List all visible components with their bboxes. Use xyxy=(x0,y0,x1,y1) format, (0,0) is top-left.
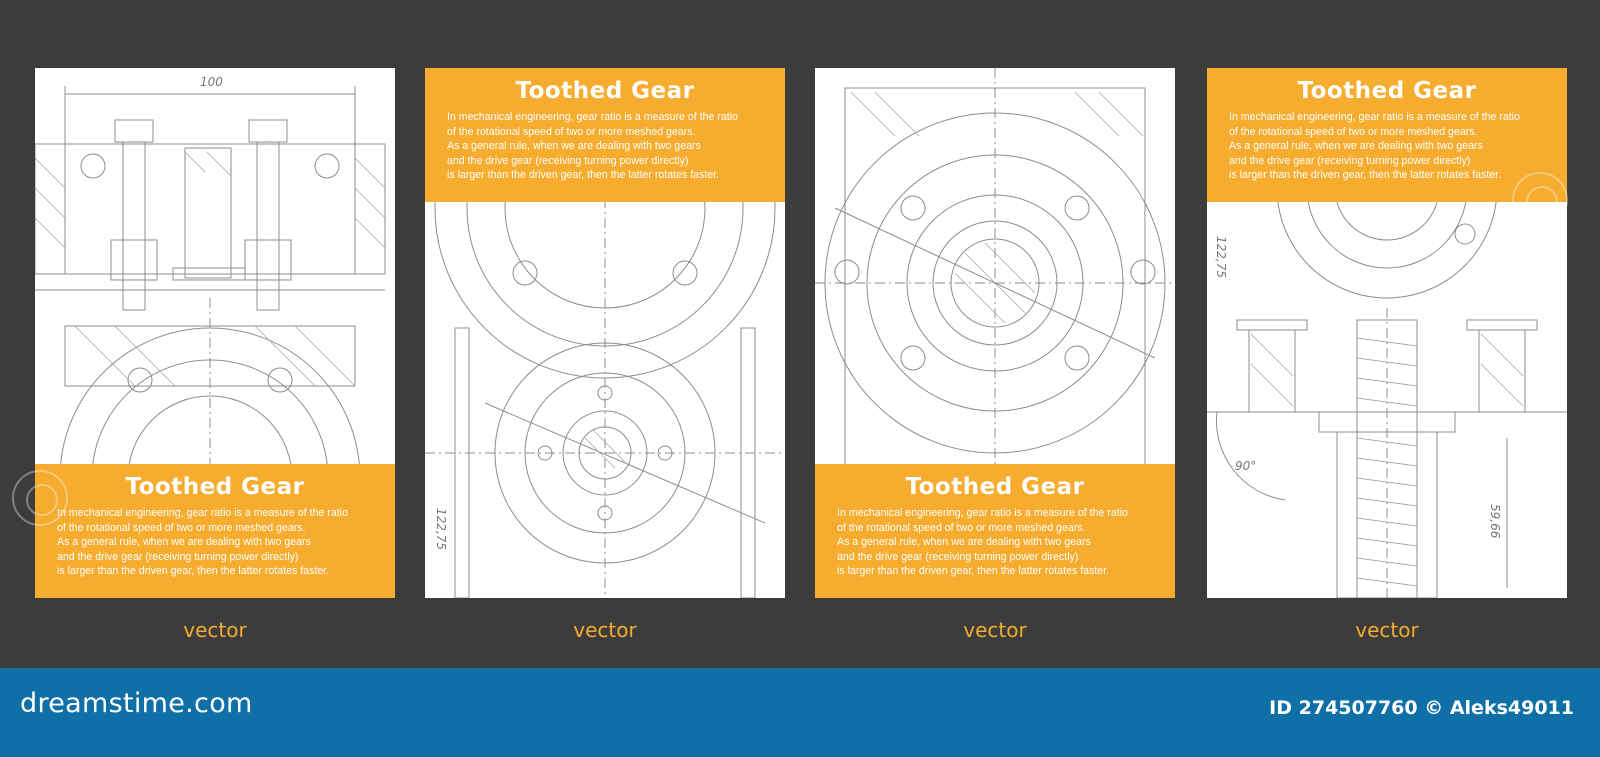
body-line: and the drive gear (receiving turning power directly) xyxy=(1229,154,1471,167)
banner-body xyxy=(1229,110,1545,183)
body-line: In mechanical engineering, gear ratio is a measure of the ratio xyxy=(447,111,738,123)
body-line: As a general rule, when we are dealing with two gears xyxy=(1229,140,1483,152)
body-line: is larger than the driven gear, then the latter rotates faster. xyxy=(1229,169,1502,181)
vector-caption: vector xyxy=(183,618,247,642)
info-banner xyxy=(815,464,1175,598)
vector-caption: vector xyxy=(573,618,637,642)
info-banner xyxy=(1207,68,1567,202)
body-line: of the rotational speed of two or more meshed gears. xyxy=(1229,125,1478,138)
info-banner xyxy=(35,464,395,598)
body-line: As a general rule, when we are dealing with two gears xyxy=(447,140,701,152)
watermark-logo xyxy=(1512,172,1568,228)
body-line: is larger than the driven gear, then the latter rotates faster. xyxy=(837,565,1110,577)
body-line: and the drive gear (receiving turning power directly) xyxy=(57,550,299,563)
watermark-logo xyxy=(12,470,68,526)
stock-footer xyxy=(0,668,1600,757)
body-line: In mechanical engineering, gear ratio is a measure of the ratio xyxy=(57,507,348,519)
banner-body xyxy=(837,506,1153,579)
vector-caption: vector xyxy=(1355,618,1419,642)
angle-label: 90° xyxy=(1235,459,1257,473)
body-line: of the rotational speed of two or more meshed gears. xyxy=(837,521,1086,534)
body-line: of the rotational speed of two or more meshed gears. xyxy=(57,521,306,534)
banner-title: Toothed Gear xyxy=(125,474,305,500)
poster-card-1 xyxy=(35,68,395,598)
poster-card-4 xyxy=(1207,68,1567,598)
body-line: and the drive gear (receiving turning power directly) xyxy=(447,154,689,167)
banner-title: Toothed Gear xyxy=(515,78,695,104)
poster-card-3 xyxy=(815,68,1175,598)
body-line: As a general rule, when we are dealing with two gears xyxy=(57,536,311,548)
image-id: ID 274507760 © Aleks49011 xyxy=(1269,697,1574,719)
dimension-label: 122,75 xyxy=(1214,236,1228,278)
body-line: is larger than the driven gear, then the latter rotates faster. xyxy=(447,169,720,181)
banner-body xyxy=(57,506,373,579)
vector-caption: vector xyxy=(963,618,1027,642)
banner-title: Toothed Gear xyxy=(1297,78,1477,104)
banner-body xyxy=(447,110,763,183)
info-banner xyxy=(425,68,785,202)
body-line: In mechanical engineering, gear ratio is a measure of the ratio xyxy=(1229,111,1520,123)
dimension-label-2: 59,66 xyxy=(1488,504,1502,539)
poster-card-2 xyxy=(425,68,785,598)
dimension-label: 122,75 xyxy=(434,508,448,550)
banner-title: Toothed Gear xyxy=(905,474,1085,500)
dimension-label: 100 xyxy=(200,75,223,89)
body-line: is larger than the driven gear, then the latter rotates faster. xyxy=(57,565,330,577)
brand-logo[interactable]: dreamstime.com xyxy=(20,688,253,719)
body-line: of the rotational speed of two or more meshed gears. xyxy=(447,125,696,138)
body-line: and the drive gear (receiving turning power directly) xyxy=(837,550,1079,563)
body-line: In mechanical engineering, gear ratio is a measure of the ratio xyxy=(837,507,1128,519)
body-line: As a general rule, when we are dealing with two gears xyxy=(837,536,1091,548)
